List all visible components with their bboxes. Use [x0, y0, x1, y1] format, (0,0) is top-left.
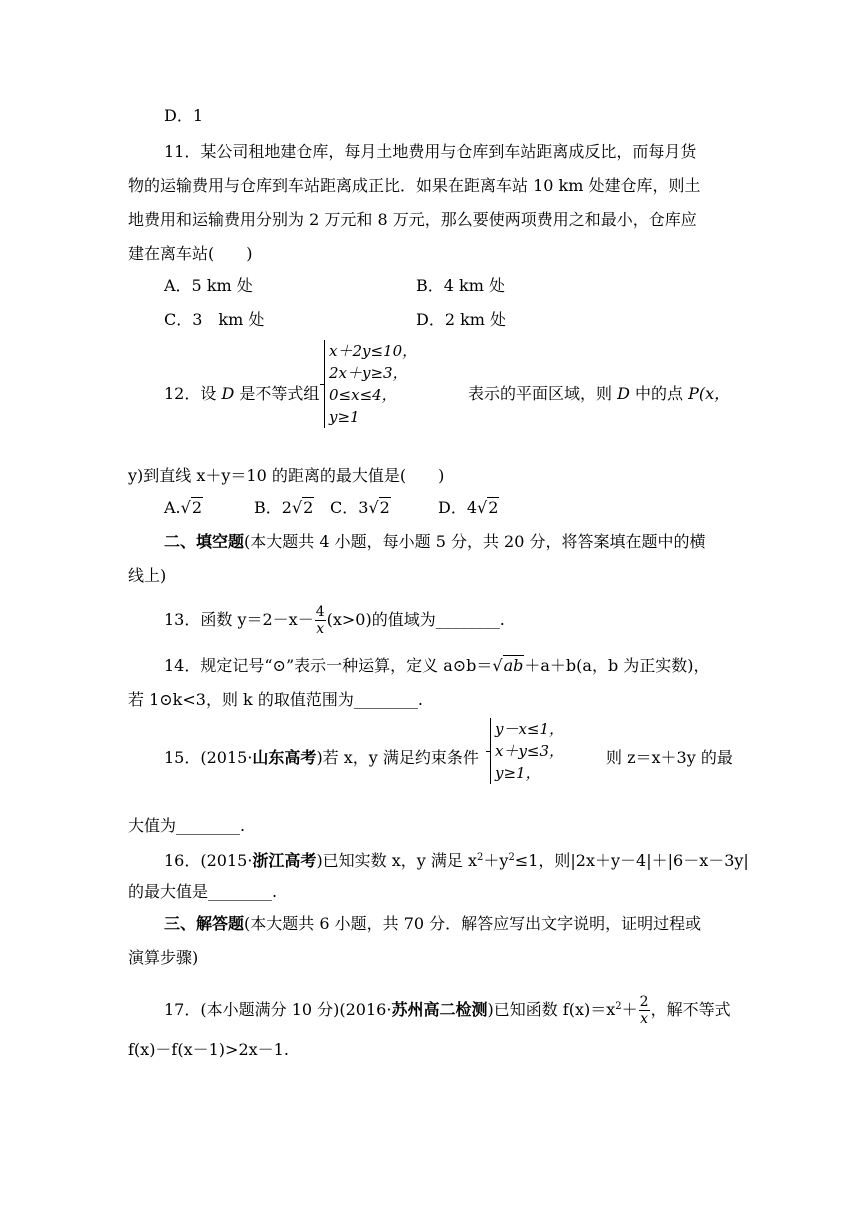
q11-line2: 物的运输费用与仓库到车站距离成正比．如果在距离车站 10 km 处建仓库，则土: [128, 176, 701, 195]
q11-option-d: D．2 km 处: [416, 310, 507, 329]
q15-system-row: x＋y≤3，: [495, 742, 565, 760]
q12-system-row: 2x＋y≥3，: [329, 364, 408, 382]
q15-constraint-system: [490, 718, 564, 784]
q16-source: 浙江高考: [252, 851, 317, 870]
q17-source: 苏州高二检测: [391, 1000, 488, 1019]
q12-option-b: B．2√2: [254, 498, 314, 517]
q17-fraction: $\frac{2}{x}$: [639, 994, 649, 1027]
section2-heading: 二、填空题(本大题共 4 小题，每小题 5 分，共 20 分，将答案填在题中的横: [164, 532, 706, 551]
q12-system-row: y≥1: [329, 408, 360, 426]
q10-option-d: D．1: [164, 106, 204, 125]
q12-inequality-system: [324, 340, 417, 428]
q16-line2: 的最大值是________.: [128, 882, 278, 901]
q17-line1: 17．(本小题满分 10 分)(2016·苏州高二检测)已知函数 $f(x)=x^2+$ $\frac{2}{x}$ ，解不等式: [164, 994, 731, 1027]
q12-option-a: A.√2: [164, 498, 203, 517]
section2-desc2: 线上): [128, 566, 167, 585]
q15-lead: 15．(2015·山东高考)若 x，y 满足约束条件: [164, 748, 479, 767]
q15-tail: 则 z＝x＋3y 的最: [606, 748, 733, 767]
q12-option-d: D．4√2: [438, 498, 499, 517]
q16-line1: 16．(2015·浙江高考)已知实数 x，y 满足 $x^2+y^2\le 1$，则|2x＋y－4|＋|6－x－3y|: [164, 851, 749, 870]
q17-line2: f(x)－f(x－1)>2x－1.: [128, 1040, 289, 1059]
q11-option-a: A．5 km 处: [164, 276, 253, 295]
q12-system-row: x＋2y≤10，: [329, 342, 418, 360]
q12-lead: 12．设 D 是不等式组: [164, 384, 320, 403]
section3-desc2: 演算步骤): [128, 948, 199, 967]
q12-line2: y)到直线 x＋y＝10 的距离的最大值是( ): [128, 466, 445, 485]
section3-title: 三、解答题: [164, 914, 245, 933]
q11-line1: 11．某公司租地建仓库，每月土地费用与仓库到车站距离成反比，而每月货: [164, 142, 697, 161]
q15-line2: 大值为________.: [128, 816, 246, 835]
section3-heading: 三、解答题(本大题共 6 小题，共 70 分．解答应写出文字说明，证明过程或: [164, 914, 702, 933]
q12-tail: 表示的平面区域，则 D 中的点 P(x，: [468, 384, 731, 403]
q12-option-c: C．3√2: [330, 498, 390, 517]
q15-system-row: y－x≤1，: [495, 720, 565, 738]
q11-line3: 地费用和运输费用分别为 2 万元和 8 万元，那么要使两项费用之和最小，仓库应: [128, 210, 697, 229]
section2-title: 二、填空题: [164, 532, 245, 551]
q11-option-b: B．4 km 处: [416, 276, 505, 295]
q15-system-row: y≥1，: [495, 764, 541, 782]
q15-source: 山东高考: [252, 748, 317, 767]
q14-line2: 若 1⊙k<3，则 k 的取值范围为________.: [128, 690, 423, 709]
q13-fraction: $\frac{4}{x}$: [315, 604, 325, 637]
q11-line4: 建在离车站( ): [128, 244, 253, 263]
q12-system-row: 0≤x≤4，: [329, 386, 397, 404]
q14-line1: 14．规定记号“⊙”表示一种运算，定义 a⊙b＝√ab＋a＋b(a，b 为正实数)，: [164, 656, 710, 675]
q11-option-c: C．3 km 处: [164, 310, 265, 329]
q13-line: 13．函数 y＝2－x－ $\frac{4}{x}$ (x>0)的值域为________.: [164, 604, 505, 637]
